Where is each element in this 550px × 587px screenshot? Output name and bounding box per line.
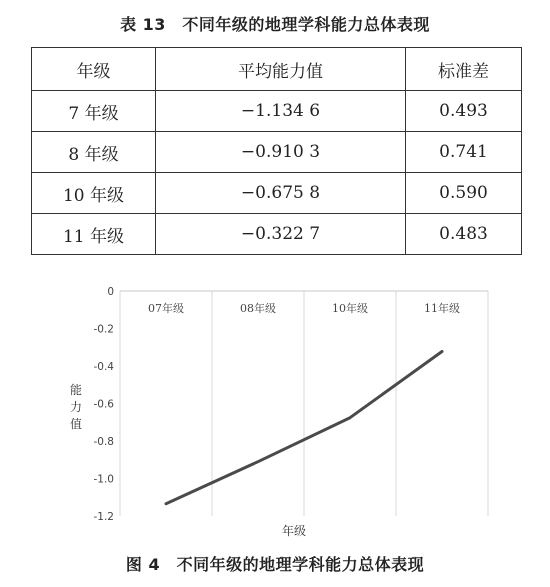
y-tick-label: -1.2 [93, 511, 114, 523]
ability-table [31, 47, 522, 255]
x-category-label: 10年级 [332, 302, 368, 315]
header-grade: 年级 [32, 48, 156, 91]
cell-mean-ability: −0.322 7 [156, 214, 406, 255]
y-tick-label: -0.6 [93, 398, 114, 411]
grid-lines [120, 291, 488, 516]
x-category-label: 11年级 [424, 302, 460, 315]
cell-mean-ability: −0.910 3 [156, 132, 406, 173]
header-std-dev: 标准差 [406, 48, 522, 91]
x-category-label: 08年级 [240, 302, 276, 315]
cell-std-dev: 0.741 [406, 132, 522, 173]
cell-std-dev: 0.483 [406, 214, 522, 255]
y-axis-title-char: 值 [69, 417, 83, 431]
y-tick-labels [94, 286, 115, 523]
cell-grade: 11 年级 [32, 214, 156, 255]
x-category-label: 07年级 [148, 302, 184, 315]
y-tick-label: -0.8 [93, 436, 114, 448]
table-row [32, 91, 522, 132]
cell-std-dev: 0.493 [406, 91, 522, 132]
cell-grade: 7 年级 [32, 91, 156, 132]
y-tick-label: -0.4 [93, 361, 114, 373]
cell-mean-ability: −0.675 8 [156, 173, 406, 214]
table-row [32, 132, 522, 173]
x-axis-title: 年级 [281, 524, 307, 538]
table-header-row [32, 48, 522, 91]
cell-grade: 10 年级 [32, 173, 156, 214]
table-row [32, 173, 522, 214]
table-row [32, 214, 522, 255]
y-tick-label: -1.0 [93, 473, 114, 486]
cell-mean-ability: −1.134 6 [156, 91, 406, 132]
y-tick-label: -0.2 [93, 323, 114, 336]
y-tick-label: 0 [107, 286, 114, 298]
header-mean-ability: 平均能力值 [156, 48, 406, 91]
figure-caption: 图 4 不同年级的地理学科能力总体表现 [125, 555, 425, 574]
y-axis-title-char: 力 [69, 400, 83, 414]
y-axis-title [70, 382, 82, 431]
table-caption: 表 13 不同年级的地理学科能力总体表现 [120, 15, 430, 34]
ability-line-chart [0, 270, 550, 545]
cell-std-dev: 0.590 [406, 173, 522, 214]
cell-grade: 8 年级 [32, 132, 156, 173]
y-axis-title-char: 能 [69, 383, 83, 397]
